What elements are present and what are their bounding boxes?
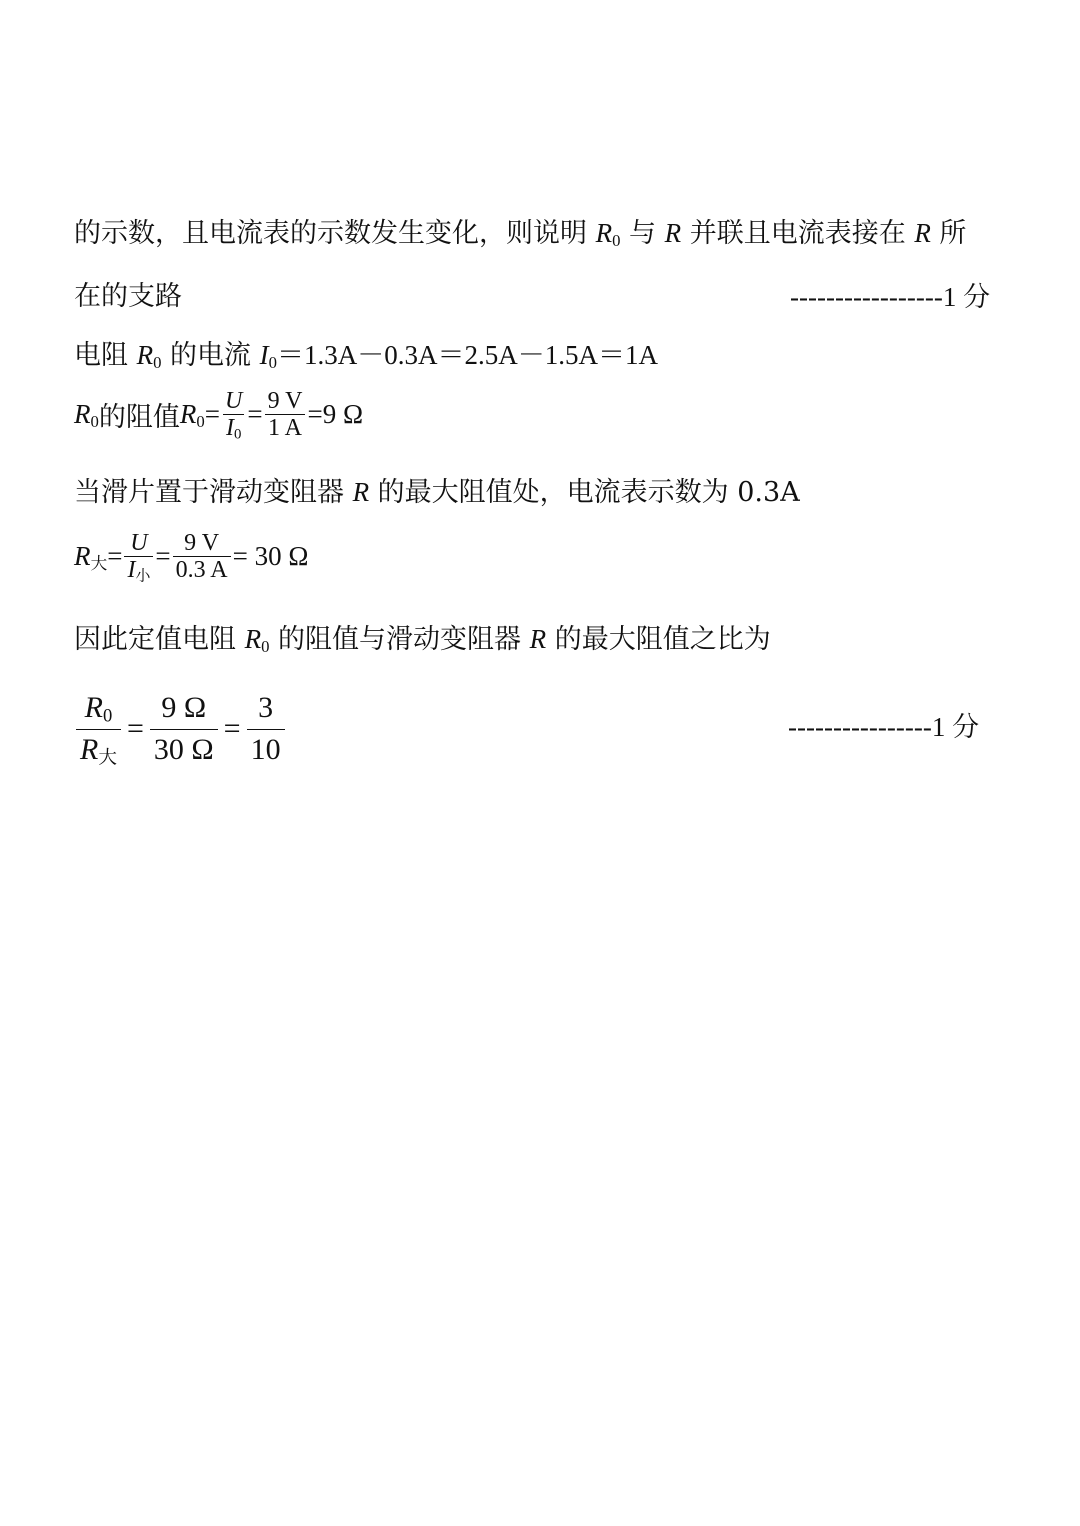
fraction-numerator: 9 V <box>184 530 220 556</box>
score-mark-1: -----------------1 分 <box>790 282 991 312</box>
fraction-denominator: 10 <box>247 729 285 771</box>
symbol-r0: $R_0$ <box>179 399 205 432</box>
fraction-denominator: 1 A <box>265 414 305 441</box>
symbol-r: R <box>529 624 547 654</box>
solution-line-1 <box>74 216 966 251</box>
fraction-numerator: 9 Ω <box>161 691 207 724</box>
text-segment: 的阻值与滑动变阻器 <box>269 624 530 655</box>
solution-line-7 <box>74 622 771 657</box>
solution-line-4 <box>74 388 363 442</box>
text-segment: 因此定值电阻 <box>74 624 245 655</box>
result-value: =9 Ω <box>307 399 364 430</box>
fraction-numerator: U <box>224 388 243 414</box>
score-mark-2: ----------------1 分 <box>788 712 980 742</box>
solution-line-5 <box>74 475 800 510</box>
fraction-9v-over-1a <box>265 388 306 442</box>
symbol-r0: $R_0$ <box>244 624 270 657</box>
fraction-denominator: $I_0$ <box>223 414 244 441</box>
fraction-denominator: $R_大$ <box>76 729 121 771</box>
fraction-u-over-imin <box>124 530 153 584</box>
equals-sign: = <box>223 712 241 745</box>
fraction-numerator: U <box>130 530 148 556</box>
symbol-r: R <box>914 218 931 248</box>
text-segment: 的最大阻值之比为 <box>546 624 771 655</box>
result-value: = 30 Ω <box>232 541 309 572</box>
equals-sign: = <box>247 399 263 430</box>
fraction-denominator: $I_小$ <box>124 556 153 583</box>
text-segment: 的电流 <box>161 340 260 371</box>
solution-line-8 <box>74 688 287 770</box>
symbol-r-max: $R_大$ <box>74 541 108 574</box>
text-segment: 电阻 <box>74 340 137 371</box>
fraction-numerator: 9 V <box>267 388 303 414</box>
fraction-numerator: 3 <box>258 691 274 724</box>
equals-sign: = <box>126 712 144 745</box>
fraction-3-over-10 <box>247 688 285 770</box>
symbol-r: R <box>664 218 682 248</box>
text-segment: 当滑片置于滑动变阻器 <box>74 477 353 508</box>
solution-line-3 <box>74 338 658 373</box>
current-equation: ＝1.3A－0.3A＝2.5A－1.5A＝1A <box>277 340 659 370</box>
text-segment: 的最大阻值处，电流表示数为 0.3A <box>369 477 800 508</box>
equals-sign: = <box>204 399 220 430</box>
solution-line-2 <box>74 280 182 314</box>
symbol-r0: $R_0$ <box>136 340 162 373</box>
text-segment: 所 <box>930 218 967 249</box>
fraction-denominator: 30 Ω <box>150 729 218 771</box>
fraction-denominator: 0.3 A <box>173 556 231 583</box>
symbol-i0: $I_0$ <box>259 340 278 373</box>
text-segment: 与 <box>620 218 665 249</box>
fraction-9ohm-over-30ohm <box>150 688 218 770</box>
text-segment: 在的支路 <box>74 281 182 312</box>
equals-sign: = <box>155 541 171 572</box>
text-segment: 的示数，且电流表的示数发生变化，则说明 <box>74 218 596 249</box>
symbol-r: R <box>352 477 370 507</box>
solution-line-6 <box>74 530 308 584</box>
symbol-r: $R_0$ <box>595 218 621 251</box>
fraction-u-over-i0 <box>222 388 245 442</box>
equals-sign: = <box>107 541 123 572</box>
fraction-numerator: $R_0$ <box>84 691 113 727</box>
text-segment: 并联且电流表接在 <box>681 218 915 249</box>
symbol-r0: $R_0$ <box>74 399 99 432</box>
fraction-r0-over-rmax <box>76 688 121 770</box>
fraction-9v-over-03a <box>173 530 231 584</box>
text-segment: 的阻值 <box>98 402 180 434</box>
